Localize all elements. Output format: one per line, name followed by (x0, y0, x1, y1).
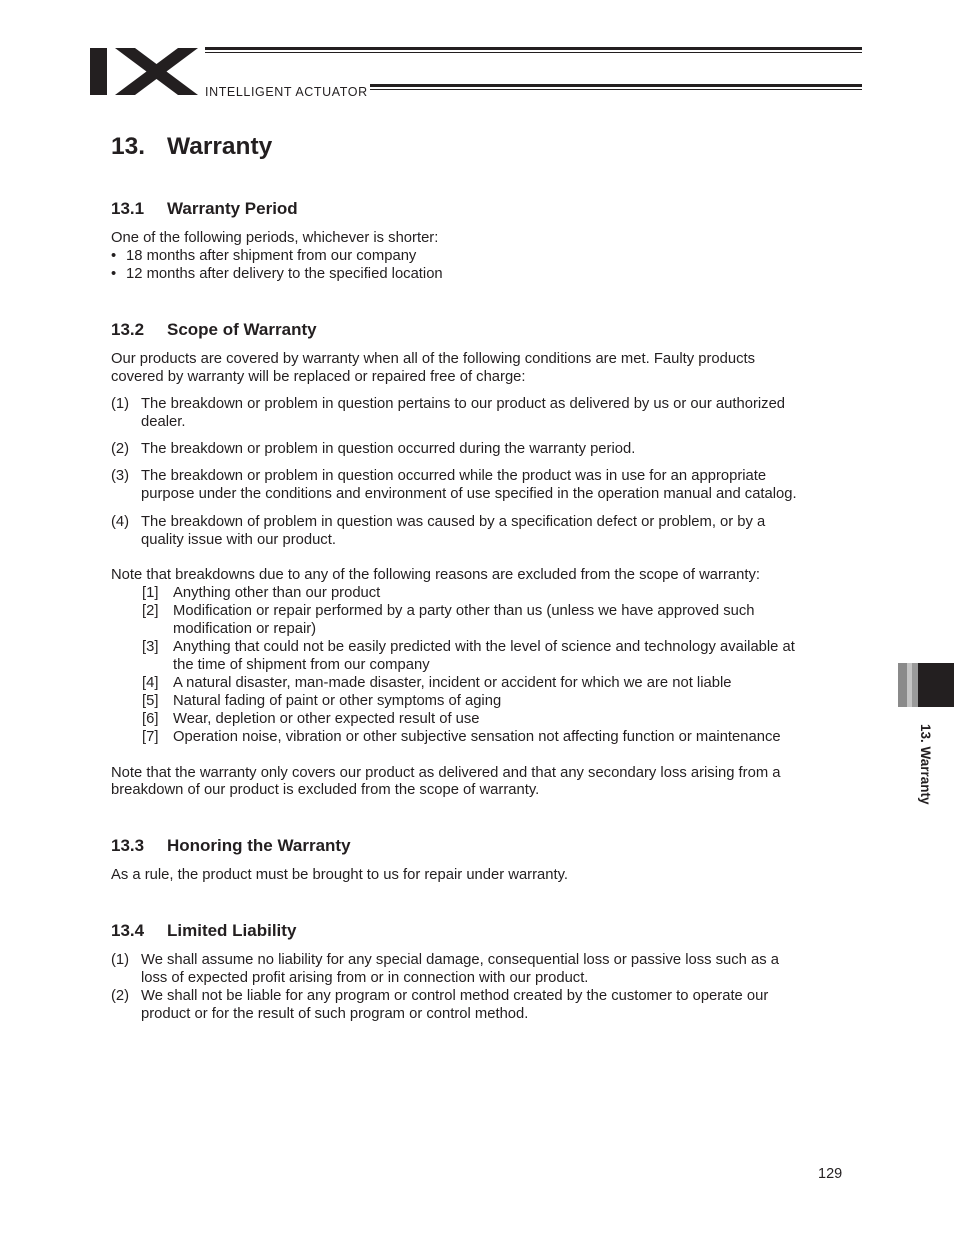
exclusion-item (142, 602, 842, 638)
bullet-item (111, 265, 611, 283)
paragraph-line: breakdown of our product is excluded from the scope of warranty. (111, 782, 540, 798)
section-heading-limited-liability (111, 921, 296, 941)
ix-logo-mark (90, 45, 200, 97)
header-rule-bottom-thin (370, 89, 862, 90)
item-line: dealer. (141, 414, 186, 430)
brand-name: INTELLIGENT ACTUATOR (205, 85, 368, 99)
ix-logo (90, 45, 200, 97)
side-chapter-label: 13. Warranty (918, 724, 933, 805)
section-title: Warranty Period (167, 199, 298, 218)
item-marker: (2) (111, 441, 130, 457)
paragraph: One of the following periods, whichever is shorter: (111, 230, 439, 246)
item-line: The breakdown or problem in question occurred while the product was in use for an appropriate (141, 468, 767, 484)
chapter-number: 13. (111, 133, 146, 160)
liability-item (111, 951, 841, 987)
chapter-tab-stripes (898, 663, 920, 707)
bullet-text: 18 months after shipment from our company (126, 248, 417, 264)
item-marker: [5] (142, 693, 159, 709)
section-title: Scope of Warranty (167, 320, 317, 339)
item-marker: (1) (111, 396, 130, 412)
item-marker: [4] (142, 675, 159, 691)
condition-item (111, 395, 841, 431)
item-line: Wear, depletion or other expected result of use (173, 711, 480, 727)
item-marker: (4) (111, 514, 130, 530)
section-number: 13.4 (111, 921, 145, 940)
condition-item (111, 440, 841, 458)
header-rule-top-thin (205, 52, 862, 53)
paragraph-line: Our products are covered by warranty when all of the following conditions are met. Faulty products (111, 351, 755, 367)
item-line: The breakdown or problem in question occurred during the warranty period. (141, 441, 636, 457)
chapter-title (111, 133, 272, 161)
item-line: modification or repair) (173, 621, 317, 637)
section-number: 13.1 (111, 199, 145, 218)
condition-item (111, 513, 841, 549)
item-line: The breakdown of problem in question was caused by a specification defect or problem, or by a (141, 514, 766, 530)
exclusion-item (142, 674, 842, 692)
item-line: loss of expected profit arising from or in connection with our product. (141, 970, 589, 986)
header-rule-bottom-thick (370, 84, 862, 87)
section-title: Limited Liability (167, 921, 297, 940)
page-number: 129 (818, 1166, 843, 1182)
condition-item (111, 467, 841, 503)
header-rule-top-thick (205, 47, 862, 50)
bullet-marker: • (111, 266, 117, 282)
item-line: Anything that could not be easily predicted with the level of science and technology available at (173, 639, 795, 655)
item-line: Anything other than our product (173, 585, 381, 601)
bullet-text: 12 months after delivery to the specified location (126, 266, 443, 282)
item-line: the time of shipment from our company (173, 657, 430, 673)
item-marker: [6] (142, 711, 159, 727)
item-line: We shall not be liable for any program or control method created by the customer to operate our (141, 988, 769, 1004)
exclusion-item (142, 692, 842, 710)
section-number: 13.2 (111, 320, 145, 339)
exclusion-item (142, 638, 842, 674)
paragraph-line: Note that the warranty only covers our product as delivered and that any secondary loss arising from a (111, 765, 781, 781)
paragraph: As a rule, the product must be brought to us for repair under warranty. (111, 867, 569, 883)
section-number: 13.3 (111, 836, 145, 855)
item-line: The breakdown or problem in question pertains to our product as delivered by us or our authorized (141, 396, 786, 412)
section-heading-scope-of-warranty (111, 320, 317, 340)
chapter-tab-marker (918, 663, 954, 707)
item-line: We shall assume no liability for any special damage, consequential loss or passive loss such as a (141, 952, 779, 968)
exclusion-item (142, 728, 842, 746)
item-line: A natural disaster, man-made disaster, incident or accident for which we are not liable (173, 675, 732, 691)
item-line: product or for the result of such program or control method. (141, 1006, 529, 1022)
chapter-title-text: Warranty (167, 133, 273, 160)
bullet-marker: • (111, 248, 117, 264)
item-marker: (2) (111, 988, 130, 1004)
liability-item (111, 987, 841, 1023)
item-line: Operation noise, vibration or other subjective sensation not affecting function or maintenance (173, 729, 781, 745)
item-marker: [2] (142, 603, 159, 619)
exclusion-intro: Note that breakdowns due to any of the following reasons are excluded from the scope of warranty: (111, 567, 760, 583)
item-line: quality issue with our product. (141, 532, 336, 548)
exclusion-item (142, 710, 842, 728)
item-marker: [7] (142, 729, 159, 745)
section-title: Honoring the Warranty (167, 836, 351, 855)
section-heading-honoring-warranty (111, 836, 351, 856)
exclusion-item (142, 584, 842, 602)
paragraph-line: covered by warranty will be replaced or repaired free of charge: (111, 369, 526, 385)
item-line: purpose under the conditions and environment of use specified in the operation manual and catalog. (141, 486, 797, 502)
item-marker: (1) (111, 952, 130, 968)
item-marker: [1] (142, 585, 159, 601)
section-heading-warranty-period (111, 199, 298, 219)
item-line: Natural fading of paint or other symptoms of aging (173, 693, 502, 709)
item-marker: (3) (111, 468, 130, 484)
bullet-item (111, 247, 611, 265)
item-marker: [3] (142, 639, 159, 655)
item-line: Modification or repair performed by a party other than us (unless we have approved such (173, 603, 755, 619)
